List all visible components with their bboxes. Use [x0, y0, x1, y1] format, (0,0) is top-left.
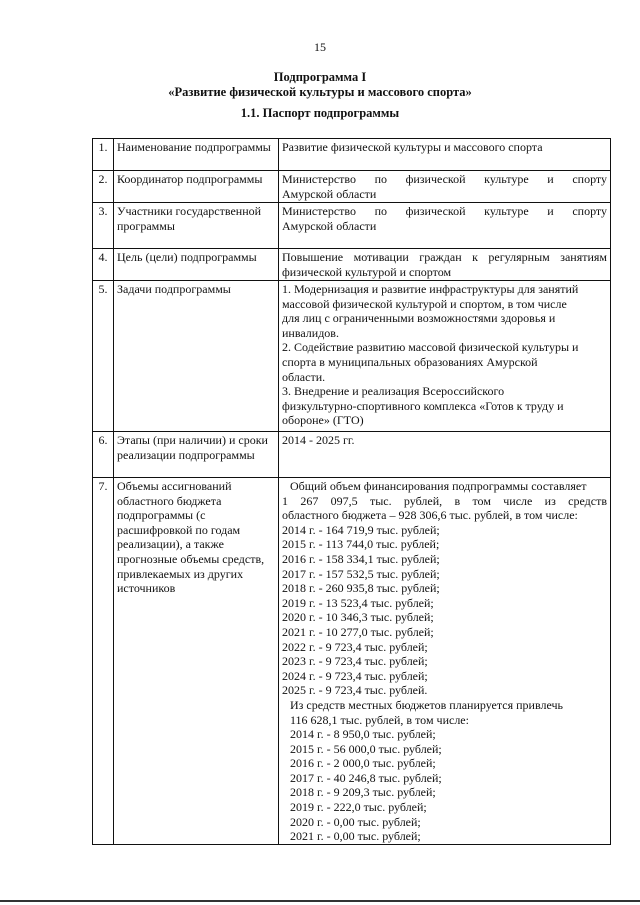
- value-line: 2021 г. - 0,00 тыс. рублей;: [290, 829, 421, 844]
- value-line: 2024 г. - 9 723,4 тыс. рублей;: [282, 668, 428, 683]
- row-value: [279, 249, 611, 281]
- row-number: 6.: [93, 432, 114, 478]
- value-line: инвалидов.: [282, 325, 339, 340]
- value-line: 2017 г. - 40 246,8 тыс. рублей;: [290, 770, 442, 785]
- value-line: 2016 г. - 158 334,1 тыс. рублей;: [282, 551, 440, 566]
- value-line: 2019 г. - 222,0 тыс. рублей;: [290, 800, 427, 815]
- row-label: Участники государственной программы: [114, 203, 279, 249]
- row-value: [279, 139, 611, 171]
- value-line: Министерство по физической культуре и спорту: [282, 172, 607, 186]
- value-line: 2015 г. - 56 000,0 тыс. рублей;: [290, 741, 442, 756]
- value-line: 2014 - 2025 гг.: [282, 433, 355, 447]
- value-line: Повышение мотивации граждан к регулярным занятиям: [282, 250, 607, 264]
- page-number: 15: [314, 40, 326, 54]
- value-line: 116 628,1 тыс. рублей, в том числе:: [290, 712, 469, 727]
- value-line: Общий объем финансирования подпрограммы составляет: [290, 479, 587, 493]
- value-line: 3. Внедрение и реализация Всероссийского: [282, 384, 505, 399]
- value-line: 2023 г. - 9 723,4 тыс. рублей;: [282, 654, 428, 669]
- row-number: 2.: [93, 171, 114, 203]
- value-line: 1. Модернизация и развитие инфраструктуры для занятий: [282, 282, 579, 296]
- row-number: 7.: [93, 478, 114, 845]
- value-line: 2022 г. - 9 723,4 тыс. рублей;: [282, 639, 428, 654]
- page-bottom-edge: [0, 900, 640, 902]
- row-number: 5.: [93, 281, 114, 432]
- subprogram-name: «Развитие физической культуры и массового спорта»: [168, 85, 472, 99]
- value-line: 2014 г. - 8 950,0 тыс. рублей;: [290, 727, 436, 742]
- value-line: 2018 г. - 260 935,8 тыс. рублей;: [282, 581, 440, 596]
- row-label: Объемы ассигнований областного бюджета подпрограммы (с расшифровкой по годам реализации), а также прогнозные объемы средств, привлекаемых из других источников: [114, 478, 279, 845]
- table-row: [93, 203, 611, 249]
- table-row: [93, 478, 611, 845]
- table-row: [93, 432, 611, 478]
- table-row: [93, 281, 611, 432]
- subprogram-title: Подпрограмма I: [273, 70, 367, 84]
- value-line: 2. Содействие развитию массовой физической культуры и: [282, 340, 579, 355]
- value-line: Амурской области: [282, 218, 377, 233]
- row-label: Цель (цели) подпрограммы: [114, 249, 279, 281]
- value-line: 2014 г. - 164 719,9 тыс. рублей;: [282, 522, 440, 537]
- row-label: Наименование подпрограммы: [114, 139, 279, 171]
- value-line: для лиц с ограниченными возможностями здоровья и: [282, 311, 556, 326]
- value-line: физкультурно-спортивного комплекса «Готов к труду и: [282, 398, 564, 413]
- value-line: Амурской области: [282, 186, 377, 201]
- value-line: обороне» (ГТО): [282, 413, 364, 428]
- row-label: Этапы (при наличии) и сроки реализации подпрограммы: [114, 432, 279, 478]
- value-line: 2020 г. - 0,00 тыс. рублей;: [290, 814, 421, 829]
- value-line: областного бюджета – 928 306,6 тыс. рублей, в том числе:: [282, 508, 578, 523]
- row-number: 3.: [93, 203, 114, 249]
- value-line: 2025 г. - 9 723,4 тыс. рублей.: [282, 683, 428, 698]
- value-line: 2017 г. - 157 532,5 тыс. рублей;: [282, 566, 440, 581]
- value-line: 1 267 097,5 тыс. рублей, в том числе из средств: [282, 493, 607, 508]
- value-line: Из средств местных бюджетов планируется привлечь: [290, 697, 563, 712]
- value-line: физической культурой и спортом: [282, 264, 452, 279]
- row-label: Координатор подпрограммы: [114, 171, 279, 203]
- value-line: массовой физической культурой и спортом, в том числе: [282, 296, 567, 311]
- value-line: 2015 г. - 113 744,0 тыс. рублей;: [282, 537, 440, 552]
- table-row: [93, 139, 611, 171]
- value-line: 2016 г. - 2 000,0 тыс. рублей;: [290, 756, 436, 771]
- value-line: 2018 г. - 9 209,3 тыс. рублей;: [290, 785, 436, 800]
- table-row: [93, 249, 611, 281]
- row-value: [279, 432, 611, 478]
- value-line: спорта в муниципальных образованиях Амурской: [282, 354, 538, 369]
- row-label: Задачи подпрограммы: [114, 281, 279, 432]
- value-line: 2021 г. - 10 277,0 тыс. рублей;: [282, 624, 434, 639]
- row-value: [279, 203, 611, 249]
- passport-table: [92, 138, 611, 845]
- value-line: Развитие физической культуры и массового спорта: [282, 140, 543, 154]
- row-value: [279, 478, 611, 845]
- table-row: [93, 171, 611, 203]
- row-number: 4.: [93, 249, 114, 281]
- section-title: 1.1. Паспорт подпрограммы: [240, 106, 400, 120]
- row-number: 1.: [93, 139, 114, 171]
- value-line: области.: [282, 369, 326, 384]
- row-value: [279, 281, 611, 432]
- value-line: 2020 г. - 10 346,3 тыс. рублей;: [282, 610, 434, 625]
- row-value: [279, 171, 611, 203]
- value-line: Министерство по физической культуре и спорту: [282, 204, 607, 218]
- value-line: 2019 г. - 13 523,4 тыс. рублей;: [282, 595, 434, 610]
